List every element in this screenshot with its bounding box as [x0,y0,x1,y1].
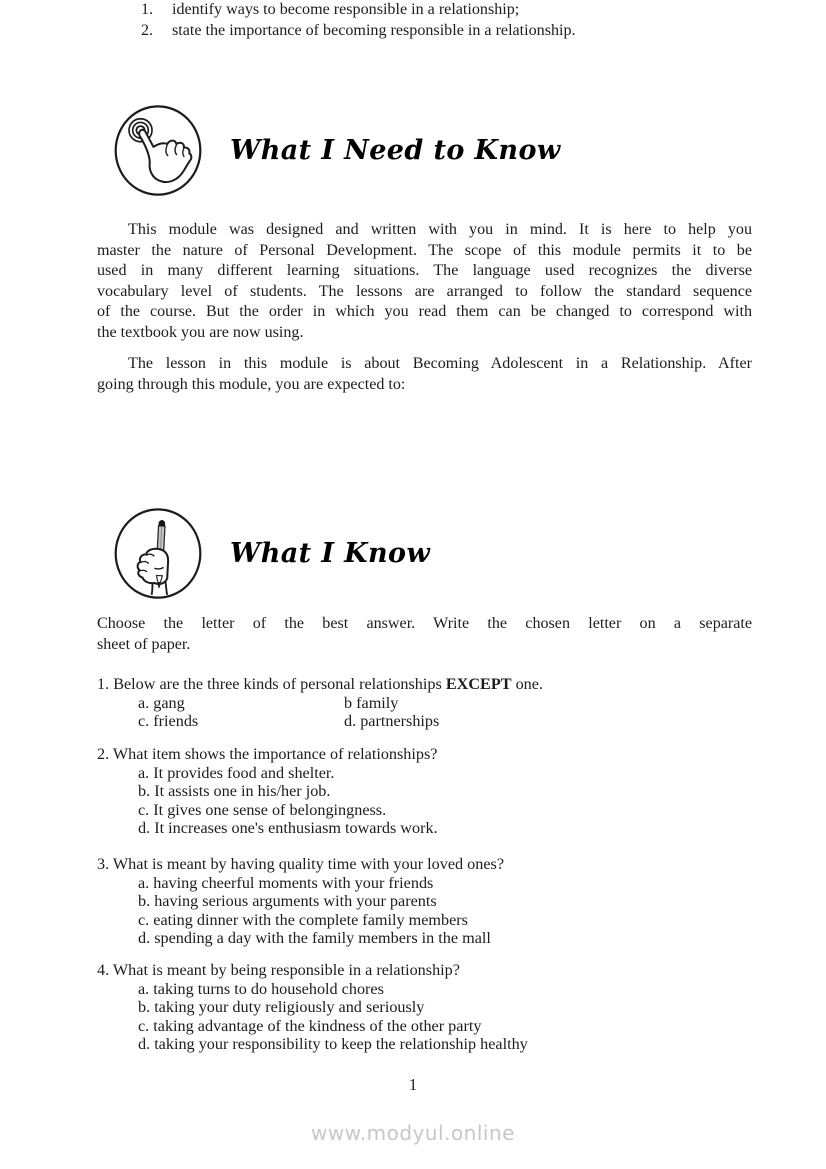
option: a. It provides food and shelter. [138,763,335,782]
option-label: c. [138,1016,150,1035]
question-text: 2. What item shows the importance of relationships? [97,745,438,763]
question-text: 1. Below are the three kinds of personal relationships EXCEPT one. [97,675,543,693]
objective-number: 2. [141,21,154,39]
option-label: c. [138,712,150,730]
lesson-paragraph [97,354,752,395]
options-list [138,980,752,1054]
paragraph-line: of the course. But the order in which you read them can be changed to correspond with [97,303,752,321]
question-4 [97,961,752,1054]
option-label: b. [138,998,151,1016]
option: b. It assists one in his/her job. [138,782,331,800]
press-button-hand-icon [112,104,204,197]
question-number: 4. [97,961,110,979]
option-label: a. [138,873,150,892]
option: d. It increases one's enthusiasm towards work. [138,819,438,837]
options-list [138,764,752,838]
option-label: d. [138,929,151,947]
option-label: d. [138,1035,151,1053]
option-label: d. [138,819,151,837]
options-grid [138,694,752,731]
option: c. friends [138,712,199,730]
watermark: www.modyul.online [311,1121,515,1145]
option: d. spending a day with the family members in the mall [138,929,491,947]
question-text: 3. What is meant by having quality time with your loved ones? [97,855,505,873]
objective-text: state the importance of becoming responsible in a relationship. [172,21,576,39]
paragraph-line: used in many different learning situations. The language used recognizes the diverse [97,262,752,280]
paragraph-line: the textbook you are now using. [97,323,304,341]
hand-holding-pencil-icon [112,507,204,600]
emphasized-word: EXCEPT [445,675,512,693]
question-1 [97,675,752,731]
section-header-what-i-know [112,507,430,600]
paragraph-line: going through this module, you are expected to: [97,375,406,393]
question-2 [97,745,752,838]
option: d. taking your responsibility to keep the relationship healthy [138,1035,528,1053]
objective-item [141,21,576,42]
options-list [138,874,752,948]
option: b family [344,693,399,712]
option: c. eating dinner with the complete family members [138,910,468,929]
option: d. partnerships [344,712,440,730]
question-number: 2. [97,745,110,763]
objective-number: 1. [141,1,154,18]
section-title: What I Know [230,538,431,569]
option-label: b. [138,782,151,800]
paragraph-line: master the nature of Personal Development. The scope of this module permits it to be [97,241,752,259]
paragraph-line: vocabulary level of students. The lessons are arranged to follow the standard sequence [97,282,752,300]
option: a. gang [138,693,185,712]
section-header-what-i-need-to-know [112,104,561,197]
option: c. It gives one sense of belongingness. [138,800,387,819]
option-label: a. [138,693,150,712]
objectives-list [141,0,576,41]
paragraph-line: sheet of paper. [97,635,191,653]
objective-item [141,0,576,21]
option: a. taking turns to do household chores [138,979,384,998]
option-label: b. [138,892,151,910]
option-label: a. [138,763,150,782]
question-number: 1. [97,675,110,693]
option: b. having serious arguments with your parents [138,892,437,910]
option-label: b [344,693,353,712]
question-text: 4. What is meant by being responsible in a relationship? [97,961,460,979]
option-label: c. [138,910,150,929]
objective-text: identify ways to become responsible in a relationship; [172,1,520,18]
test-instruction [97,614,752,655]
question-number: 3. [97,855,110,873]
paragraph-line: This module was designed and written with you in mind. It is here to help you [128,221,752,238]
page-number: 1 [408,1075,418,1094]
option: a. having cheerful moments with your friends [138,873,434,892]
section-title: What I Need to Know [230,135,561,166]
question-3 [97,855,752,948]
paragraph-line: The lesson in this module is about Becoming Adolescent in a Relationship. After [128,355,752,372]
option-label: c. [138,800,150,819]
intro-paragraph [97,220,752,344]
paragraph-line: Choose the letter of the best answer. Write the chosen letter on a separate [97,615,752,632]
option-label: a. [138,979,150,998]
option-label: d. [344,712,357,730]
option: c. taking advantage of the kindness of the other party [138,1016,482,1035]
option: b. taking your duty religiously and seriously [138,998,425,1016]
